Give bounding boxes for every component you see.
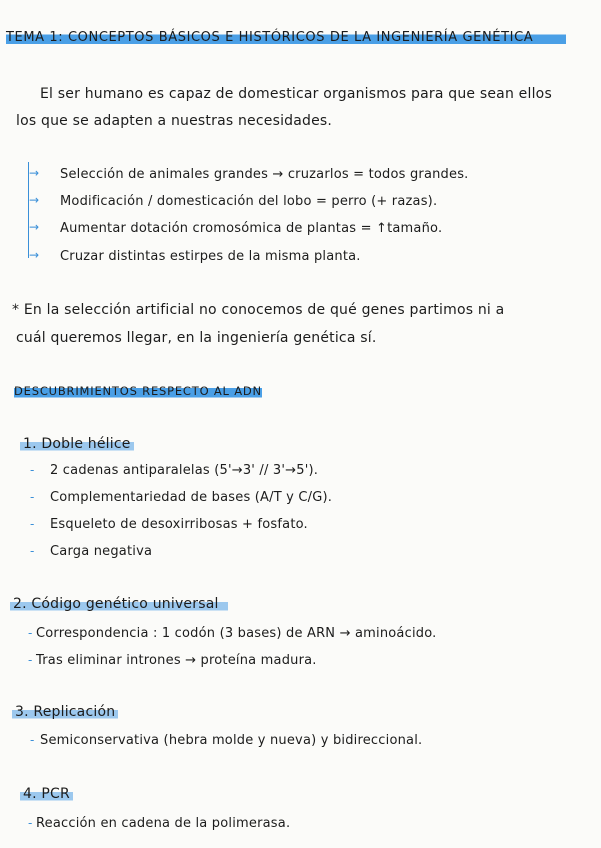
arrow-right-icon: → bbox=[29, 220, 40, 234]
bullet-dash: - bbox=[30, 517, 35, 531]
note-line-1: * En la selección artificial no conocemos de qué genes partimos ni a bbox=[12, 302, 505, 318]
arrow-item: Cruzar distintas estirpes de la misma planta. bbox=[60, 249, 361, 264]
subsection-heading-4: 4. PCR bbox=[20, 786, 73, 802]
bullet-dash: - bbox=[28, 816, 33, 830]
arrow-right-icon: → bbox=[29, 248, 40, 262]
bullet-dash: - bbox=[30, 463, 35, 477]
bullet-dash: - bbox=[30, 544, 35, 558]
arrow-right-icon: → bbox=[29, 193, 40, 207]
subsection-heading-1: 1. Doble hélice bbox=[20, 436, 134, 452]
list-item: Carga negativa bbox=[50, 544, 153, 559]
section-heading: DESCUBRIMIENTOS RESPECTO AL ADN bbox=[14, 384, 262, 398]
arrow-right-icon: → bbox=[29, 166, 40, 180]
arrow-item: Aumentar dotación cromosómica de plantas = ↑tamaño. bbox=[60, 221, 443, 236]
list-item: Semiconservativa (hebra molde y nueva) y bidireccional. bbox=[40, 733, 423, 748]
bullet-dash: - bbox=[28, 626, 33, 640]
arrow-item: Modificación / domesticación del lobo = perro (+ razas). bbox=[60, 194, 438, 209]
bullet-dash: - bbox=[30, 490, 35, 504]
list-item: Complementariedad de bases (A/T y C/G). bbox=[50, 490, 333, 505]
list-item: Correspondencia : 1 codón (3 bases) de ARN → aminoácido. bbox=[36, 626, 437, 641]
bullet-dash: - bbox=[28, 653, 33, 667]
note-line-2: cuál queremos llegar, en la ingeniería genética sí. bbox=[16, 330, 377, 346]
page-title: TEMA 1: CONCEPTOS BÁSICOS E HISTÓRICOS DE LA INGENIERÍA GENÉTICA bbox=[6, 30, 566, 45]
bullet-dash: - bbox=[30, 733, 35, 747]
subsection-heading-2: 2. Código genético universal bbox=[10, 596, 228, 612]
list-item: 2 cadenas antiparalelas (5'→3' // 3'→5'). bbox=[50, 463, 319, 478]
list-item: Reacción en cadena de la polimerasa. bbox=[36, 816, 291, 831]
intro-line-1: El ser humano es capaz de domesticar organismos para que sean ellos bbox=[40, 86, 552, 102]
list-item: Tras eliminar intrones → proteína madura. bbox=[36, 653, 317, 668]
list-item: Esqueleto de desoxirribosas + fosfato. bbox=[50, 517, 308, 532]
subsection-heading-3: 3. Replicación bbox=[12, 704, 118, 720]
arrow-item: Selección de animales grandes → cruzarlos = todos grandes. bbox=[60, 167, 469, 182]
intro-line-2: los que se adapten a nuestras necesidades. bbox=[16, 113, 333, 129]
